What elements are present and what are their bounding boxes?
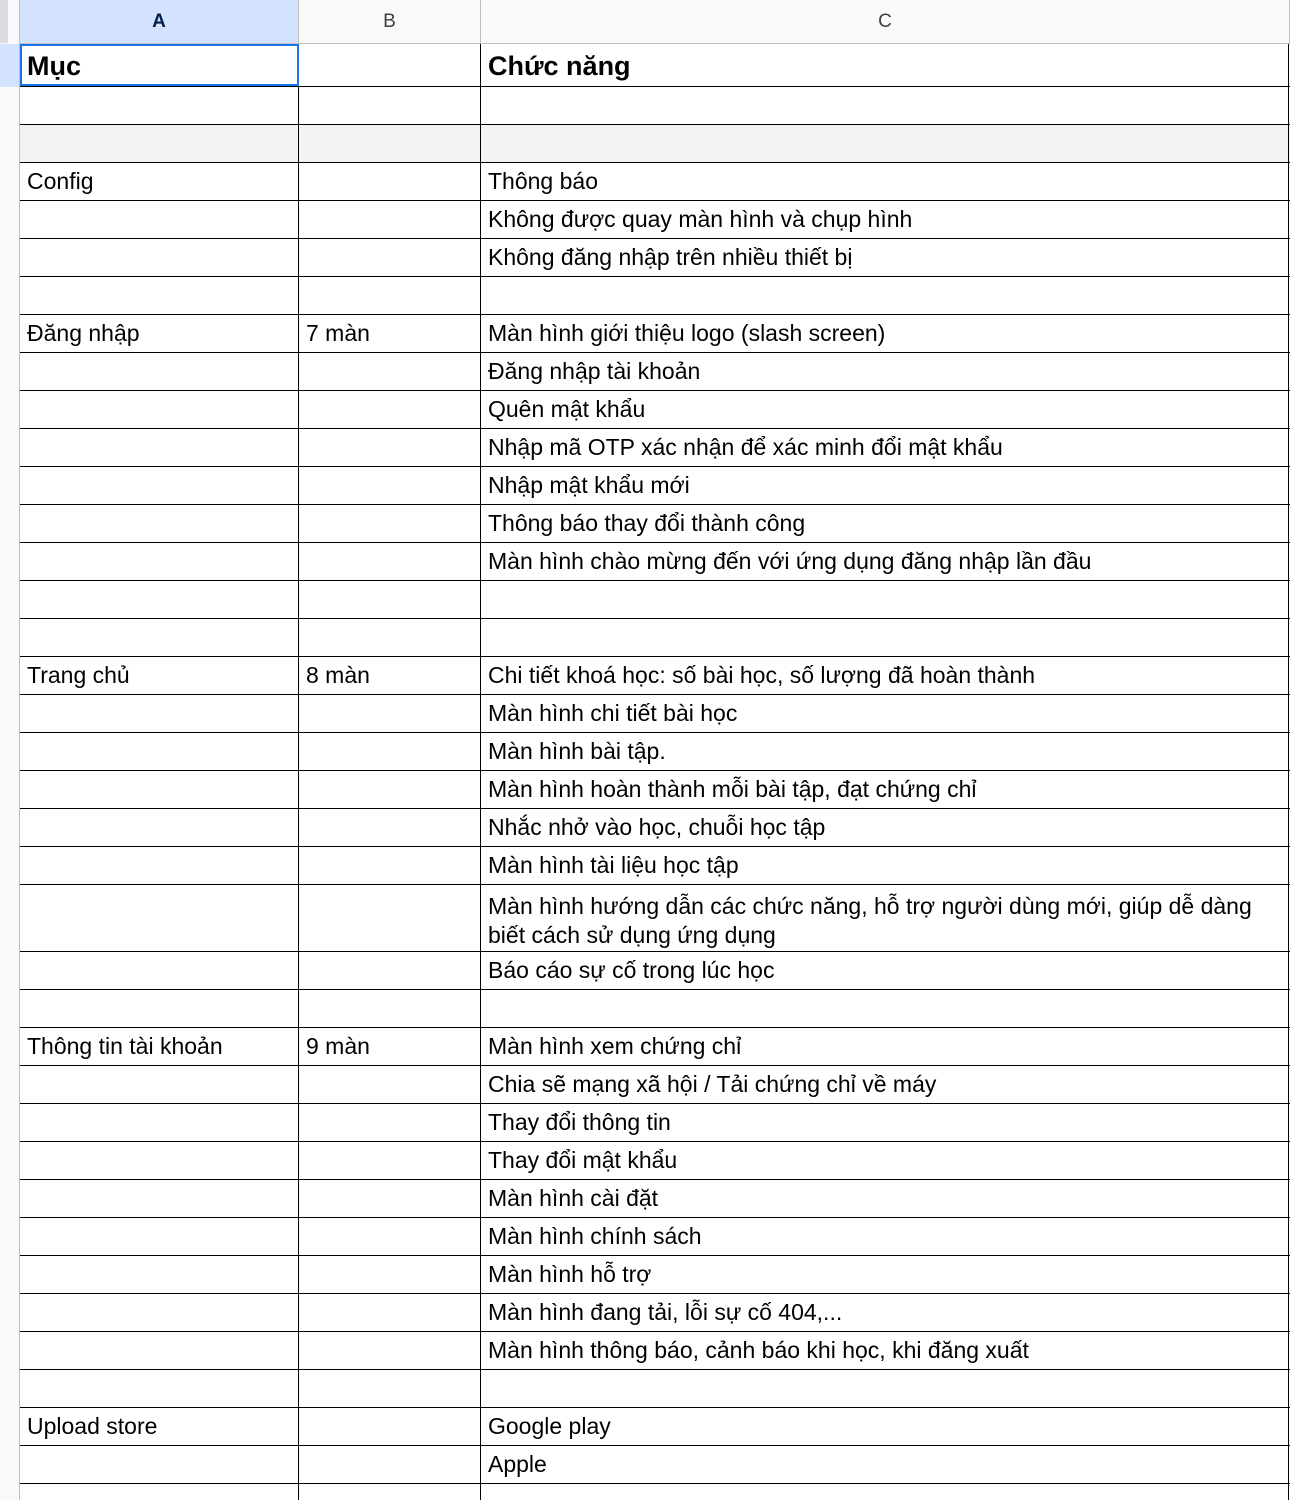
cell-b[interactable]: 7 màn bbox=[299, 315, 481, 352]
cell-c[interactable]: Không được quay màn hình và chụp hình bbox=[481, 201, 1289, 238]
cell-c[interactable] bbox=[481, 125, 1289, 162]
table-row bbox=[20, 391, 1290, 429]
cell-a[interactable] bbox=[20, 1484, 299, 1500]
cell-a[interactable] bbox=[20, 1446, 299, 1483]
cell-b[interactable] bbox=[299, 581, 481, 618]
table-row bbox=[20, 990, 1290, 1028]
cell-a[interactable] bbox=[20, 847, 299, 884]
cell-a[interactable] bbox=[20, 543, 299, 580]
cell-a[interactable]: Upload store bbox=[20, 1408, 299, 1445]
row-header-strip[interactable] bbox=[0, 44, 20, 1500]
cell-c[interactable]: Thông báo bbox=[481, 163, 1289, 200]
cell-b[interactable] bbox=[299, 952, 481, 989]
cell-c[interactable]: Màn hình chào mừng đến với ứng dụng đăng nhập lần đầu bbox=[481, 543, 1289, 580]
cell-b[interactable] bbox=[299, 1332, 481, 1369]
table-row bbox=[20, 1142, 1290, 1180]
header-row bbox=[20, 44, 1290, 87]
table-row bbox=[20, 657, 1290, 695]
table-row bbox=[20, 1256, 1290, 1294]
table-row bbox=[20, 1484, 1290, 1500]
table-row bbox=[20, 201, 1290, 239]
column-header-b[interactable]: B bbox=[299, 0, 481, 43]
cell-a[interactable] bbox=[20, 771, 299, 808]
table-row bbox=[20, 619, 1290, 657]
cell-a[interactable]: Đăng nhập bbox=[20, 315, 299, 352]
table-row bbox=[20, 1294, 1290, 1332]
cell-a[interactable]: Trang chủ bbox=[20, 657, 299, 694]
cell-c[interactable]: Màn hình chi tiết bài học bbox=[481, 695, 1289, 732]
cell-b[interactable] bbox=[299, 1484, 481, 1500]
cell-a[interactable] bbox=[20, 1104, 299, 1141]
cell-a[interactable] bbox=[20, 1180, 299, 1217]
cell-c[interactable]: Màn hình đang tải, lỗi sự cố 404,... bbox=[481, 1294, 1289, 1331]
cell-c[interactable]: Chia sẽ mạng xã hội / Tải chứng chỉ về máy bbox=[481, 1066, 1289, 1103]
cell-a[interactable] bbox=[20, 1294, 299, 1331]
column-header-c[interactable]: C bbox=[481, 0, 1290, 43]
cell-b[interactable] bbox=[299, 771, 481, 808]
cell-header-c[interactable]: Chức năng bbox=[481, 44, 1289, 86]
cell-a[interactable] bbox=[20, 125, 299, 162]
column-header-bar bbox=[0, 0, 1290, 44]
selected-row-header[interactable] bbox=[0, 44, 19, 87]
table-row bbox=[20, 87, 1290, 125]
table-row bbox=[20, 1446, 1290, 1484]
table-row bbox=[20, 505, 1290, 543]
cell-c[interactable]: Quên mật khẩu bbox=[481, 391, 1289, 428]
table-row bbox=[20, 277, 1290, 315]
table-row bbox=[20, 809, 1290, 847]
cell-c[interactable]: Màn hình tài liệu học tập bbox=[481, 847, 1289, 884]
table-row bbox=[20, 1370, 1290, 1408]
cell-c[interactable]: Màn hình chính sách bbox=[481, 1218, 1289, 1255]
cell-a[interactable] bbox=[20, 201, 299, 238]
table-row bbox=[20, 952, 1290, 990]
table-row bbox=[20, 163, 1290, 201]
cell-c[interactable]: Đăng nhập tài khoản bbox=[481, 353, 1289, 390]
cell-a[interactable]: Config bbox=[20, 163, 299, 200]
cell-b[interactable] bbox=[299, 467, 481, 504]
cell-a[interactable] bbox=[20, 1256, 299, 1293]
cell-b[interactable] bbox=[299, 1370, 481, 1407]
cell-c[interactable]: Màn hình thông báo, cảnh báo khi học, khi đăng xuất bbox=[481, 1332, 1289, 1369]
cell-b[interactable] bbox=[299, 809, 481, 846]
cell-b[interactable] bbox=[299, 1180, 481, 1217]
cell-c[interactable] bbox=[481, 1370, 1289, 1407]
table-row bbox=[20, 429, 1290, 467]
cell-c[interactable]: Thay đổi thông tin bbox=[481, 1104, 1289, 1141]
cell-b[interactable] bbox=[299, 1218, 481, 1255]
cell-c[interactable]: Màn hình hoàn thành mỗi bài tập, đạt chứng chỉ bbox=[481, 771, 1289, 808]
cell-b[interactable] bbox=[299, 87, 481, 124]
cell-c[interactable]: Google play bbox=[481, 1408, 1289, 1445]
cell-c[interactable] bbox=[481, 87, 1289, 124]
cell-b[interactable] bbox=[299, 429, 481, 466]
cell-header-a[interactable]: Mục bbox=[20, 44, 299, 86]
cell-a[interactable] bbox=[20, 1142, 299, 1179]
cell-a[interactable]: Thông tin tài khoản bbox=[20, 1028, 299, 1065]
table-row bbox=[20, 771, 1290, 809]
cell-a[interactable] bbox=[20, 733, 299, 770]
cell-b[interactable] bbox=[299, 163, 481, 200]
cell-b[interactable] bbox=[299, 1294, 481, 1331]
cell-c[interactable]: Nhắc nhở vào học, chuỗi học tập bbox=[481, 809, 1289, 846]
cell-a[interactable] bbox=[20, 952, 299, 989]
cell-b[interactable] bbox=[299, 201, 481, 238]
table-row bbox=[20, 467, 1290, 505]
table-row bbox=[20, 847, 1290, 885]
cell-b[interactable]: 8 màn bbox=[299, 657, 481, 694]
cell-a[interactable] bbox=[20, 695, 299, 732]
table-row bbox=[20, 1218, 1290, 1256]
table-row bbox=[20, 1408, 1290, 1446]
cell-a[interactable] bbox=[20, 1332, 299, 1369]
table-row bbox=[20, 1180, 1290, 1218]
cell-c[interactable] bbox=[481, 619, 1289, 656]
cell-b[interactable] bbox=[299, 885, 481, 951]
cell-b[interactable] bbox=[299, 125, 481, 162]
table-row bbox=[20, 1104, 1290, 1142]
cell-c[interactable]: Báo cáo sự cố trong lúc học bbox=[481, 952, 1289, 989]
cell-a[interactable] bbox=[20, 277, 299, 314]
cell-c[interactable]: Chi tiết khoá học: số bài học, số lượng đã hoàn thành bbox=[481, 657, 1289, 694]
cell-c[interactable] bbox=[481, 581, 1289, 618]
cell-b[interactable] bbox=[299, 733, 481, 770]
cell-b[interactable]: 9 màn bbox=[299, 1028, 481, 1065]
cell-c[interactable]: Màn hình giới thiệu logo (slash screen) bbox=[481, 315, 1289, 352]
cell-c[interactable] bbox=[481, 277, 1289, 314]
cell-b[interactable] bbox=[299, 619, 481, 656]
table-row bbox=[20, 125, 1290, 163]
cell-c[interactable]: Nhập mật khẩu mới bbox=[481, 467, 1289, 504]
cell-b[interactable] bbox=[299, 1066, 481, 1103]
select-all-corner[interactable] bbox=[0, 0, 20, 44]
cell-b[interactable] bbox=[299, 277, 481, 314]
cell-a[interactable] bbox=[20, 990, 299, 1027]
cell-a[interactable] bbox=[20, 429, 299, 466]
cell-b[interactable] bbox=[299, 1104, 481, 1141]
cell-b[interactable] bbox=[299, 391, 481, 428]
cell-a[interactable] bbox=[20, 87, 299, 124]
cell-c[interactable]: Màn hình hướng dẫn các chức năng, hỗ trợ người dùng mới, giúp dễ dàng biết cách sử dụng ứng dụng bbox=[481, 885, 1289, 951]
table-row bbox=[20, 1028, 1290, 1066]
cell-b[interactable] bbox=[299, 505, 481, 542]
cell-b[interactable] bbox=[299, 1256, 481, 1293]
cell-b[interactable] bbox=[299, 353, 481, 390]
cell-a[interactable] bbox=[20, 581, 299, 618]
cell-b[interactable] bbox=[299, 695, 481, 732]
column-header-a[interactable]: A bbox=[20, 0, 299, 43]
cell-c[interactable]: Màn hình xem chứng chỉ bbox=[481, 1028, 1289, 1065]
table-row bbox=[20, 695, 1290, 733]
cell-b[interactable] bbox=[299, 543, 481, 580]
table-row bbox=[20, 239, 1290, 277]
table-row bbox=[20, 885, 1290, 952]
cell-grid bbox=[20, 44, 1290, 1500]
cell-b[interactable] bbox=[299, 239, 481, 276]
table-row bbox=[20, 1332, 1290, 1370]
cell-a[interactable] bbox=[20, 619, 299, 656]
table-row bbox=[20, 1066, 1290, 1104]
cell-c[interactable]: Không đăng nhập trên nhiều thiết bị bbox=[481, 239, 1289, 276]
cell-b[interactable] bbox=[299, 1408, 481, 1445]
cell-c[interactable]: Màn hình cài đặt bbox=[481, 1180, 1289, 1217]
cell-c[interactable]: Màn hình bài tập. bbox=[481, 733, 1289, 770]
table-row bbox=[20, 543, 1290, 581]
cell-b[interactable] bbox=[299, 1446, 481, 1483]
table-row bbox=[20, 581, 1290, 619]
cell-b[interactable] bbox=[299, 1142, 481, 1179]
cell-c[interactable]: Apple bbox=[481, 1446, 1289, 1483]
cell-c[interactable]: Nhập mã OTP xác nhận để xác minh đổi mật khẩu bbox=[481, 429, 1289, 466]
cell-a[interactable] bbox=[20, 391, 299, 428]
cell-a[interactable] bbox=[20, 505, 299, 542]
cell-a[interactable] bbox=[20, 239, 299, 276]
cell-b[interactable] bbox=[299, 847, 481, 884]
cell-c[interactable] bbox=[481, 1484, 1289, 1500]
cell-a[interactable] bbox=[20, 1066, 299, 1103]
cell-a[interactable] bbox=[20, 885, 299, 951]
table-row bbox=[20, 733, 1290, 771]
cell-b[interactable] bbox=[299, 990, 481, 1027]
cell-c[interactable]: Màn hình hỗ trợ bbox=[481, 1256, 1289, 1293]
table-row bbox=[20, 315, 1290, 353]
cell-a[interactable] bbox=[20, 467, 299, 504]
cell-a[interactable] bbox=[20, 1218, 299, 1255]
cell-c[interactable]: Thay đổi mật khẩu bbox=[481, 1142, 1289, 1179]
cell-a[interactable] bbox=[20, 353, 299, 390]
cell-a[interactable] bbox=[20, 1370, 299, 1407]
cell-c[interactable] bbox=[481, 990, 1289, 1027]
table-row bbox=[20, 353, 1290, 391]
cell-header-b[interactable] bbox=[299, 44, 481, 86]
cell-a[interactable] bbox=[20, 809, 299, 846]
cell-c[interactable]: Thông báo thay đổi thành công bbox=[481, 505, 1289, 542]
